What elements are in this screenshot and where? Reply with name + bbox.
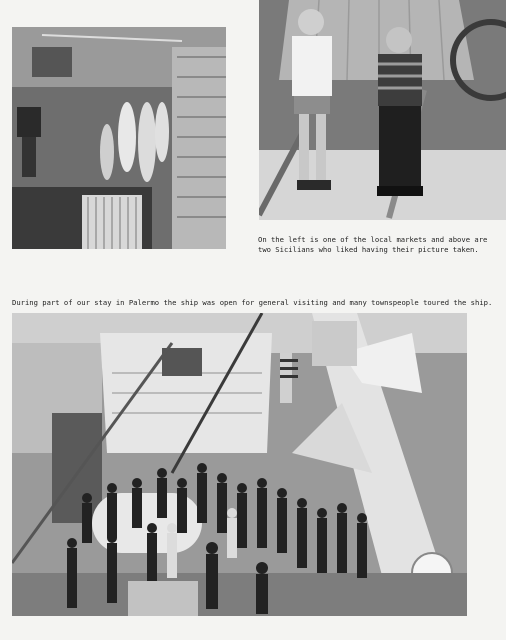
market-image <box>12 27 226 249</box>
boys-photo <box>259 0 506 220</box>
ship-caption: During part of our stay in Palermo the ship was open for general visiting and many townspeople toured the ship. <box>12 298 493 307</box>
ship-image <box>12 313 467 616</box>
boys-image <box>259 0 506 220</box>
market-photo <box>12 27 226 249</box>
boys-caption-line-1: On the left is one of the local markets and above are <box>258 235 488 244</box>
boys-caption-line-2: two Sicilians who liked having their picture taken. <box>258 245 479 254</box>
ship-photo <box>12 313 467 616</box>
